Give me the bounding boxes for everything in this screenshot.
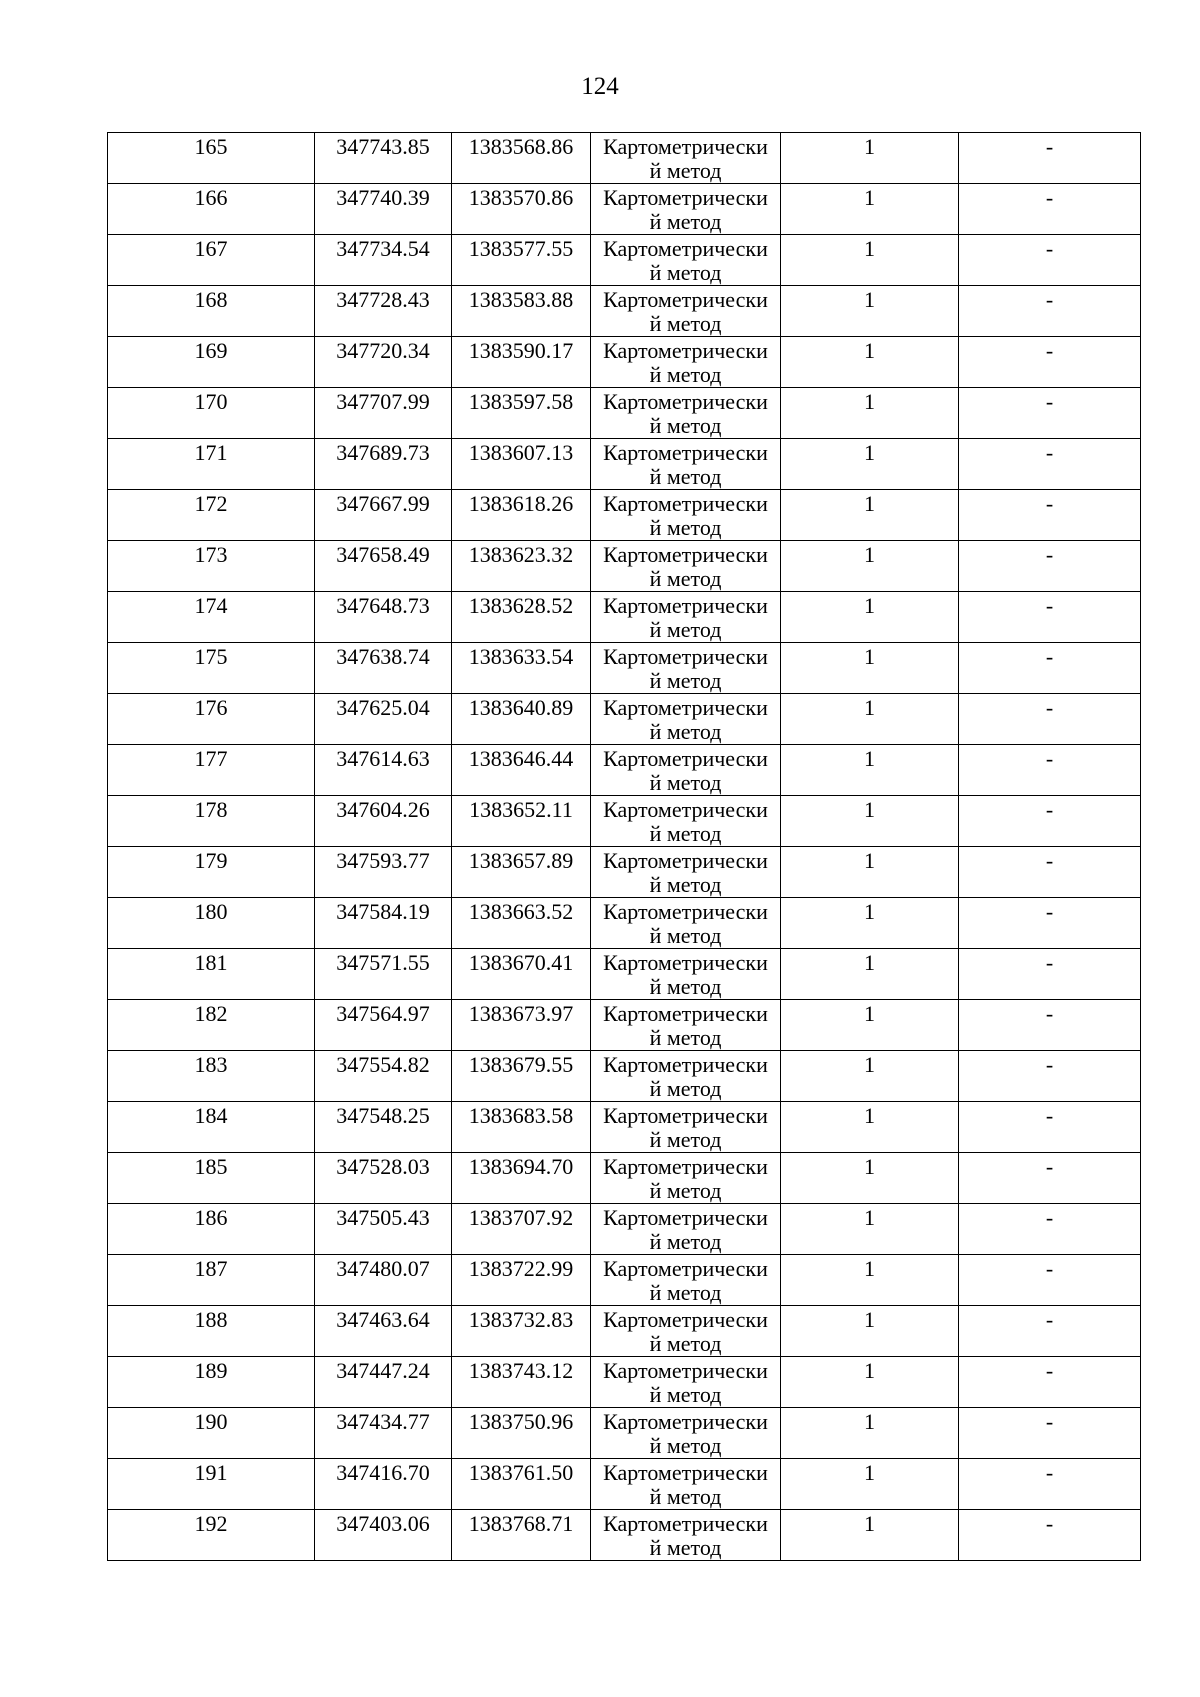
table-row bbox=[108, 184, 1141, 235]
method-text-line-2: й метод bbox=[649, 873, 722, 897]
method-cell bbox=[591, 847, 781, 898]
point-number-cell: 169 bbox=[108, 337, 315, 388]
y-coordinate-cell: 1383568.86 bbox=[452, 133, 591, 184]
point-number-cell: 179 bbox=[108, 847, 315, 898]
point-number-cell: 166 bbox=[108, 184, 315, 235]
table-row bbox=[108, 796, 1141, 847]
note-cell: - bbox=[959, 1408, 1141, 1459]
method-text-line-1: Картометрически bbox=[603, 288, 768, 312]
method-text-line-1: Картометрически bbox=[603, 849, 768, 873]
point-number-cell: 190 bbox=[108, 1408, 315, 1459]
point-number-cell: 167 bbox=[108, 235, 315, 286]
x-coordinate-cell: 347648.73 bbox=[315, 592, 452, 643]
accuracy-cell: 1 bbox=[781, 1102, 959, 1153]
table-row bbox=[108, 133, 1141, 184]
table-row bbox=[108, 694, 1141, 745]
method-cell bbox=[591, 184, 781, 235]
point-number-cell: 171 bbox=[108, 439, 315, 490]
y-coordinate-cell: 1383590.17 bbox=[452, 337, 591, 388]
y-coordinate-cell: 1383707.92 bbox=[452, 1204, 591, 1255]
method-cell bbox=[591, 1051, 781, 1102]
x-coordinate-cell: 347707.99 bbox=[315, 388, 452, 439]
method-cell bbox=[591, 490, 781, 541]
x-coordinate-cell: 347554.82 bbox=[315, 1051, 452, 1102]
method-text-line-1: Картометрически bbox=[603, 1104, 768, 1128]
point-number-cell: 187 bbox=[108, 1255, 315, 1306]
point-number-cell: 184 bbox=[108, 1102, 315, 1153]
note-cell: - bbox=[959, 1102, 1141, 1153]
note-cell: - bbox=[959, 388, 1141, 439]
x-coordinate-cell: 347740.39 bbox=[315, 184, 452, 235]
x-coordinate-cell: 347480.07 bbox=[315, 1255, 452, 1306]
point-number-cell: 176 bbox=[108, 694, 315, 745]
table-row bbox=[108, 1459, 1141, 1510]
x-coordinate-cell: 347667.99 bbox=[315, 490, 452, 541]
method-text-line-2: й метод bbox=[649, 312, 722, 336]
method-text-line-2: й метод bbox=[649, 1026, 722, 1050]
point-number-cell: 189 bbox=[108, 1357, 315, 1408]
table-row bbox=[108, 1000, 1141, 1051]
method-text-line-2: й метод bbox=[649, 210, 722, 234]
method-text-line-1: Картометрически bbox=[603, 696, 768, 720]
note-cell: - bbox=[959, 490, 1141, 541]
method-cell bbox=[591, 1102, 781, 1153]
coordinates-table bbox=[107, 132, 1141, 1561]
table-row bbox=[108, 1102, 1141, 1153]
accuracy-cell: 1 bbox=[781, 1000, 959, 1051]
accuracy-cell: 1 bbox=[781, 643, 959, 694]
x-coordinate-cell: 347689.73 bbox=[315, 439, 452, 490]
accuracy-cell: 1 bbox=[781, 592, 959, 643]
note-cell: - bbox=[959, 1000, 1141, 1051]
y-coordinate-cell: 1383607.13 bbox=[452, 439, 591, 490]
table-row bbox=[108, 1051, 1141, 1102]
method-text-line-2: й метод bbox=[649, 1179, 722, 1203]
method-text-line-2: й метод bbox=[649, 771, 722, 795]
note-cell: - bbox=[959, 1306, 1141, 1357]
method-text-line-2: й метод bbox=[649, 567, 722, 591]
table-row bbox=[108, 1510, 1141, 1561]
method-text-line-1: Картометрически bbox=[603, 1461, 768, 1485]
table-row bbox=[108, 1408, 1141, 1459]
method-cell bbox=[591, 949, 781, 1000]
x-coordinate-cell: 347743.85 bbox=[315, 133, 452, 184]
method-cell bbox=[591, 1306, 781, 1357]
note-cell: - bbox=[959, 592, 1141, 643]
x-coordinate-cell: 347728.43 bbox=[315, 286, 452, 337]
table-row bbox=[108, 1306, 1141, 1357]
point-number-cell: 183 bbox=[108, 1051, 315, 1102]
method-text-line-2: й метод bbox=[649, 159, 722, 183]
note-cell: - bbox=[959, 1153, 1141, 1204]
point-number-cell: 178 bbox=[108, 796, 315, 847]
note-cell: - bbox=[959, 1204, 1141, 1255]
method-text-line-2: й метод bbox=[649, 1077, 722, 1101]
note-cell: - bbox=[959, 286, 1141, 337]
method-text-line-1: Картометрически bbox=[603, 1512, 768, 1536]
point-number-cell: 173 bbox=[108, 541, 315, 592]
table-row bbox=[108, 337, 1141, 388]
accuracy-cell: 1 bbox=[781, 1408, 959, 1459]
method-text-line-2: й метод bbox=[649, 1434, 722, 1458]
note-cell: - bbox=[959, 643, 1141, 694]
note-cell: - bbox=[959, 541, 1141, 592]
accuracy-cell: 1 bbox=[781, 184, 959, 235]
method-text-line-1: Картометрически bbox=[603, 135, 768, 159]
table-row bbox=[108, 592, 1141, 643]
point-number-cell: 174 bbox=[108, 592, 315, 643]
method-text-line-1: Картометрически bbox=[603, 645, 768, 669]
method-text-line-2: й метод bbox=[649, 261, 722, 285]
method-cell bbox=[591, 1000, 781, 1051]
y-coordinate-cell: 1383623.32 bbox=[452, 541, 591, 592]
accuracy-cell: 1 bbox=[781, 1204, 959, 1255]
table-body bbox=[108, 133, 1141, 1561]
note-cell: - bbox=[959, 949, 1141, 1000]
method-text-line-2: й метод bbox=[649, 975, 722, 999]
y-coordinate-cell: 1383570.86 bbox=[452, 184, 591, 235]
method-text-line-1: Картометрически bbox=[603, 1410, 768, 1434]
y-coordinate-cell: 1383583.88 bbox=[452, 286, 591, 337]
method-text-line-1: Картометрически bbox=[603, 798, 768, 822]
y-coordinate-cell: 1383683.58 bbox=[452, 1102, 591, 1153]
method-text-line-1: Картометрически bbox=[603, 543, 768, 567]
y-coordinate-cell: 1383694.70 bbox=[452, 1153, 591, 1204]
y-coordinate-cell: 1383633.54 bbox=[452, 643, 591, 694]
point-number-cell: 168 bbox=[108, 286, 315, 337]
note-cell: - bbox=[959, 1051, 1141, 1102]
accuracy-cell: 1 bbox=[781, 949, 959, 1000]
note-cell: - bbox=[959, 184, 1141, 235]
note-cell: - bbox=[959, 694, 1141, 745]
point-number-cell: 170 bbox=[108, 388, 315, 439]
method-cell bbox=[591, 1459, 781, 1510]
table-row bbox=[108, 286, 1141, 337]
method-cell bbox=[591, 439, 781, 490]
y-coordinate-cell: 1383743.12 bbox=[452, 1357, 591, 1408]
accuracy-cell: 1 bbox=[781, 1510, 959, 1561]
y-coordinate-cell: 1383577.55 bbox=[452, 235, 591, 286]
accuracy-cell: 1 bbox=[781, 541, 959, 592]
method-text-line-2: й метод bbox=[649, 414, 722, 438]
table-row bbox=[108, 1357, 1141, 1408]
accuracy-cell: 1 bbox=[781, 745, 959, 796]
accuracy-cell: 1 bbox=[781, 1306, 959, 1357]
y-coordinate-cell: 1383679.55 bbox=[452, 1051, 591, 1102]
note-cell: - bbox=[959, 235, 1141, 286]
point-number-cell: 191 bbox=[108, 1459, 315, 1510]
method-text-line-2: й метод bbox=[649, 1536, 722, 1560]
method-text-line-2: й метод bbox=[649, 1485, 722, 1509]
method-text-line-2: й метод bbox=[649, 924, 722, 948]
method-cell bbox=[591, 1408, 781, 1459]
method-text-line-1: Картометрически bbox=[603, 1002, 768, 1026]
x-coordinate-cell: 347658.49 bbox=[315, 541, 452, 592]
method-text-line-1: Картометрически bbox=[603, 594, 768, 618]
accuracy-cell: 1 bbox=[781, 1255, 959, 1306]
method-cell bbox=[591, 592, 781, 643]
accuracy-cell: 1 bbox=[781, 847, 959, 898]
x-coordinate-cell: 347416.70 bbox=[315, 1459, 452, 1510]
point-number-cell: 172 bbox=[108, 490, 315, 541]
x-coordinate-cell: 347584.19 bbox=[315, 898, 452, 949]
method-text-line-1: Картометрически bbox=[603, 1359, 768, 1383]
method-text-line-1: Картометрически bbox=[603, 1308, 768, 1332]
point-number-cell: 186 bbox=[108, 1204, 315, 1255]
table-row bbox=[108, 1255, 1141, 1306]
method-cell bbox=[591, 541, 781, 592]
accuracy-cell: 1 bbox=[781, 796, 959, 847]
x-coordinate-cell: 347447.24 bbox=[315, 1357, 452, 1408]
x-coordinate-cell: 347614.63 bbox=[315, 745, 452, 796]
table-row bbox=[108, 949, 1141, 1000]
note-cell: - bbox=[959, 1357, 1141, 1408]
x-coordinate-cell: 347505.43 bbox=[315, 1204, 452, 1255]
y-coordinate-cell: 1383657.89 bbox=[452, 847, 591, 898]
y-coordinate-cell: 1383663.52 bbox=[452, 898, 591, 949]
table-row bbox=[108, 235, 1141, 286]
table-row bbox=[108, 643, 1141, 694]
method-cell bbox=[591, 1204, 781, 1255]
y-coordinate-cell: 1383652.11 bbox=[452, 796, 591, 847]
method-text-line-2: й метод bbox=[649, 1230, 722, 1254]
accuracy-cell: 1 bbox=[781, 133, 959, 184]
x-coordinate-cell: 347403.06 bbox=[315, 1510, 452, 1561]
table-row bbox=[108, 847, 1141, 898]
accuracy-cell: 1 bbox=[781, 388, 959, 439]
y-coordinate-cell: 1383768.71 bbox=[452, 1510, 591, 1561]
note-cell: - bbox=[959, 745, 1141, 796]
x-coordinate-cell: 347593.77 bbox=[315, 847, 452, 898]
y-coordinate-cell: 1383618.26 bbox=[452, 490, 591, 541]
method-text-line-1: Картометрически bbox=[603, 441, 768, 465]
y-coordinate-cell: 1383640.89 bbox=[452, 694, 591, 745]
page-number: 124 bbox=[581, 73, 619, 100]
x-coordinate-cell: 347720.34 bbox=[315, 337, 452, 388]
y-coordinate-cell: 1383628.52 bbox=[452, 592, 591, 643]
method-cell bbox=[591, 133, 781, 184]
method-text-line-2: й метод bbox=[649, 465, 722, 489]
method-text-line-1: Картометрически bbox=[603, 1155, 768, 1179]
method-cell bbox=[591, 388, 781, 439]
method-cell bbox=[591, 745, 781, 796]
table-row bbox=[108, 745, 1141, 796]
note-cell: - bbox=[959, 1510, 1141, 1561]
method-text-line-2: й метод bbox=[649, 669, 722, 693]
y-coordinate-cell: 1383670.41 bbox=[452, 949, 591, 1000]
x-coordinate-cell: 347434.77 bbox=[315, 1408, 452, 1459]
note-cell: - bbox=[959, 1255, 1141, 1306]
y-coordinate-cell: 1383597.58 bbox=[452, 388, 591, 439]
accuracy-cell: 1 bbox=[781, 286, 959, 337]
y-coordinate-cell: 1383673.97 bbox=[452, 1000, 591, 1051]
method-cell bbox=[591, 235, 781, 286]
point-number-cell: 185 bbox=[108, 1153, 315, 1204]
method-text-line-1: Картометрически bbox=[603, 492, 768, 516]
x-coordinate-cell: 347734.54 bbox=[315, 235, 452, 286]
accuracy-cell: 1 bbox=[781, 1153, 959, 1204]
accuracy-cell: 1 bbox=[781, 898, 959, 949]
table-row bbox=[108, 439, 1141, 490]
y-coordinate-cell: 1383732.83 bbox=[452, 1306, 591, 1357]
method-cell bbox=[591, 694, 781, 745]
table-row bbox=[108, 898, 1141, 949]
x-coordinate-cell: 347463.64 bbox=[315, 1306, 452, 1357]
y-coordinate-cell: 1383750.96 bbox=[452, 1408, 591, 1459]
accuracy-cell: 1 bbox=[781, 1459, 959, 1510]
table-row bbox=[108, 388, 1141, 439]
method-cell bbox=[591, 1153, 781, 1204]
x-coordinate-cell: 347564.97 bbox=[315, 1000, 452, 1051]
y-coordinate-cell: 1383761.50 bbox=[452, 1459, 591, 1510]
method-text-line-1: Картометрически bbox=[603, 951, 768, 975]
method-text-line-1: Картометрически bbox=[603, 186, 768, 210]
y-coordinate-cell: 1383722.99 bbox=[452, 1255, 591, 1306]
point-number-cell: 188 bbox=[108, 1306, 315, 1357]
method-text-line-1: Картометрически bbox=[603, 1257, 768, 1281]
method-text-line-1: Картометрически bbox=[603, 1206, 768, 1230]
accuracy-cell: 1 bbox=[781, 490, 959, 541]
method-text-line-2: й метод bbox=[649, 1281, 722, 1305]
point-number-cell: 182 bbox=[108, 1000, 315, 1051]
method-cell bbox=[591, 796, 781, 847]
note-cell: - bbox=[959, 796, 1141, 847]
point-number-cell: 177 bbox=[108, 745, 315, 796]
accuracy-cell: 1 bbox=[781, 694, 959, 745]
method-cell bbox=[591, 286, 781, 337]
note-cell: - bbox=[959, 133, 1141, 184]
method-cell bbox=[591, 1510, 781, 1561]
method-text-line-1: Картометрически bbox=[603, 747, 768, 771]
method-cell bbox=[591, 1357, 781, 1408]
method-cell bbox=[591, 337, 781, 388]
method-text-line-1: Картометрически bbox=[603, 1053, 768, 1077]
table-row bbox=[108, 1153, 1141, 1204]
note-cell: - bbox=[959, 439, 1141, 490]
table-row bbox=[108, 490, 1141, 541]
point-number-cell: 192 bbox=[108, 1510, 315, 1561]
method-text-line-2: й метод bbox=[649, 1383, 722, 1407]
table-row bbox=[108, 541, 1141, 592]
accuracy-cell: 1 bbox=[781, 439, 959, 490]
table-row bbox=[108, 1204, 1141, 1255]
point-number-cell: 180 bbox=[108, 898, 315, 949]
note-cell: - bbox=[959, 1459, 1141, 1510]
x-coordinate-cell: 347638.74 bbox=[315, 643, 452, 694]
method-text-line-1: Картометрически bbox=[603, 237, 768, 261]
method-text-line-2: й метод bbox=[649, 720, 722, 744]
method-text-line-2: й метод bbox=[649, 618, 722, 642]
x-coordinate-cell: 347625.04 bbox=[315, 694, 452, 745]
method-cell bbox=[591, 643, 781, 694]
accuracy-cell: 1 bbox=[781, 235, 959, 286]
y-coordinate-cell: 1383646.44 bbox=[452, 745, 591, 796]
note-cell: - bbox=[959, 898, 1141, 949]
method-text-line-2: й метод bbox=[649, 516, 722, 540]
method-cell bbox=[591, 898, 781, 949]
x-coordinate-cell: 347528.03 bbox=[315, 1153, 452, 1204]
method-text-line-2: й метод bbox=[649, 1128, 722, 1152]
method-text-line-2: й метод bbox=[649, 363, 722, 387]
note-cell: - bbox=[959, 847, 1141, 898]
x-coordinate-cell: 347571.55 bbox=[315, 949, 452, 1000]
accuracy-cell: 1 bbox=[781, 1357, 959, 1408]
accuracy-cell: 1 bbox=[781, 1051, 959, 1102]
x-coordinate-cell: 347604.26 bbox=[315, 796, 452, 847]
point-number-cell: 175 bbox=[108, 643, 315, 694]
point-number-cell: 165 bbox=[108, 133, 315, 184]
method-text-line-1: Картометрически bbox=[603, 390, 768, 414]
note-cell: - bbox=[959, 337, 1141, 388]
method-text-line-1: Картометрически bbox=[603, 339, 768, 363]
method-text-line-2: й метод bbox=[649, 822, 722, 846]
point-number-cell: 181 bbox=[108, 949, 315, 1000]
method-text-line-2: й метод bbox=[649, 1332, 722, 1356]
method-text-line-1: Картометрически bbox=[603, 900, 768, 924]
accuracy-cell: 1 bbox=[781, 337, 959, 388]
x-coordinate-cell: 347548.25 bbox=[315, 1102, 452, 1153]
method-cell bbox=[591, 1255, 781, 1306]
